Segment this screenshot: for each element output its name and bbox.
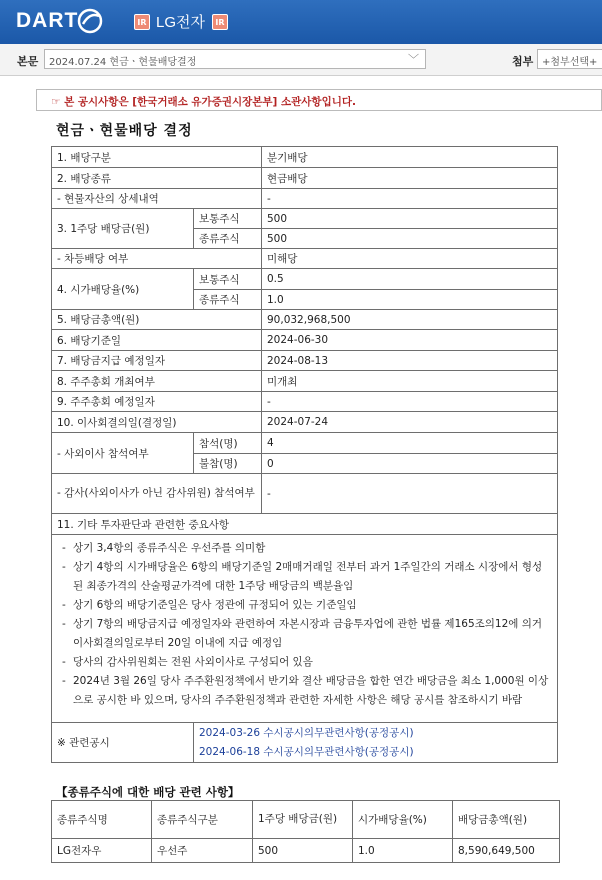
row-label: - 차등배당 여부 (52, 249, 262, 269)
related-disclosure-link[interactable]: 2024-03-26 수시공시의무관련사항(공정공시) (199, 726, 414, 739)
related-disclosure-label: ※ 관련공시 (52, 723, 194, 763)
dart-logo[interactable]: DART (16, 9, 79, 32)
row-sublabel: 참석(명) (194, 433, 262, 454)
jurisdiction-notice: ☞ 본 공시사항은 [한국거래소 유가증권시장본부] 소관사항입니다. (36, 89, 602, 111)
row-value: 미개최 (262, 371, 558, 392)
table-cell: 8,590,649,500 (453, 839, 560, 863)
document-select-value: 2024.07.24 현금ㆍ현물배당결정 (49, 57, 197, 68)
row-value: 미해당 (262, 249, 558, 269)
list-item: - 상기 7항의 배당금지급 예정일자와 관련하여 자본시장과 금융투자업에 관한 법률 제165조의12에 의거 이사회결의일로부터 20일 이내에 지급 예정임 (60, 615, 549, 653)
row-value: 500 (262, 209, 558, 229)
row-value: 분기배당 (262, 147, 558, 168)
row-value: 90,032,968,500 (262, 310, 558, 330)
row-value: 4 (262, 433, 558, 454)
row-label: 1. 배당구분 (52, 147, 262, 168)
table-row (52, 168, 558, 189)
table-row (52, 330, 558, 351)
ir-badge-right[interactable]: IR (212, 14, 228, 30)
column-header: 시가배당율(%) (353, 801, 453, 839)
row-label: 6. 배당기준일 (52, 330, 262, 351)
row-value: 2024-07-24 (262, 412, 558, 433)
list-item: - 상기 6항의 배당기준일은 당사 정관에 규정되어 있는 기준일임 (60, 596, 549, 615)
row-sublabel: 종류주식 (194, 229, 262, 249)
row-value: 500 (262, 229, 558, 249)
row-label: 7. 배당금지급 예정일자 (52, 351, 262, 371)
chevron-down-icon: ﹀ (408, 53, 419, 66)
row-label: - 사외이사 참석여부 (52, 433, 194, 474)
dart-logo-swoosh-icon (77, 8, 103, 34)
related-disclosure-links (194, 723, 558, 763)
row-value: - (262, 474, 558, 514)
table-row (52, 514, 558, 535)
table-row (52, 412, 558, 433)
other-matters-list (60, 539, 549, 710)
table-row (52, 723, 558, 763)
related-disclosure-link[interactable]: 2024-06-18 수시공시의무관련사항(공정공시) (199, 745, 414, 758)
attachment-label: 첨부 (512, 55, 534, 68)
row-value: - (262, 189, 558, 209)
table-row (52, 839, 560, 863)
table-row (52, 474, 558, 514)
list-item: - 상기 4항의 시가배당율은 6항의 배당기준일 2매매거래일 전부터 과거 1주일간의 거래소 시장에서 형성된 최종가격의 산술평균가격에 대한 1주당 배당금의 백분율임 (60, 558, 549, 596)
column-header: 배당금총액(원) (453, 801, 560, 839)
row-label: 11. 기타 투자판단과 관련한 중요사항 (52, 514, 558, 535)
row-label: 4. 시가배당율(%) (52, 269, 194, 310)
row-label: - 현물자산의 상세내역 (52, 189, 262, 209)
row-value: 1.0 (262, 290, 558, 310)
top-bar (0, 0, 602, 44)
row-label: 3. 1주당 배당금(원) (52, 209, 194, 249)
row-label: - 감사(사외이사가 아닌 감사위원) 참석여부 (52, 474, 262, 514)
document-selector-bar (0, 44, 602, 76)
preferred-share-section-title: 【종류주식에 대한 배당 관련 사항】 (56, 785, 240, 799)
row-label: 10. 이사회결의일(결정일) (52, 412, 262, 433)
table-header-row (52, 801, 560, 839)
table-row (52, 535, 558, 723)
row-label: 2. 배당종류 (52, 168, 262, 189)
column-header: 1주당 배당금(원) (253, 801, 353, 839)
row-value: 2024-06-30 (262, 330, 558, 351)
row-sublabel: 불참(명) (194, 454, 262, 474)
dividend-decision-table (51, 146, 558, 763)
table-row (52, 147, 558, 168)
table-cell: LG전자우 (52, 839, 152, 863)
document-title: 현금ㆍ현물배당 결정 (56, 123, 193, 139)
table-row (52, 249, 558, 269)
table-row (52, 189, 558, 209)
row-sublabel: 보통주식 (194, 269, 262, 290)
row-value: 0.5 (262, 269, 558, 290)
attachment-select[interactable]: +첨부선택+ (537, 49, 602, 69)
other-matters-cell (52, 535, 558, 723)
row-sublabel: 보통주식 (194, 209, 262, 229)
list-item: - 2024년 3월 26일 당사 주주환원정책에서 반기와 결산 배당금을 합한 연간 배당금을 최소 1,000원 이상으로 공시한 바 있으며, 당사의 주주환원정책과 관련한 자세한 사항은 해당 공시를 참조하시기 바람 (60, 672, 549, 710)
company-name: LG전자 (156, 14, 205, 31)
table-row (52, 310, 558, 330)
preferred-share-table (51, 800, 560, 863)
row-label: 9. 주주총회 예정일자 (52, 392, 262, 412)
table-row (52, 371, 558, 392)
document-select[interactable] (44, 49, 426, 69)
table-row (52, 209, 558, 229)
ir-badge-left[interactable]: IR (134, 14, 150, 30)
table-cell: 1.0 (353, 839, 453, 863)
row-value: - (262, 392, 558, 412)
table-cell: 500 (253, 839, 353, 863)
row-sublabel: 종류주식 (194, 290, 262, 310)
row-value: 0 (262, 454, 558, 474)
table-row (52, 351, 558, 371)
row-value: 현금배당 (262, 168, 558, 189)
row-value: 2024-08-13 (262, 351, 558, 371)
table-row (52, 392, 558, 412)
table-row (52, 269, 558, 290)
column-header: 종류주식구분 (152, 801, 253, 839)
row-label: 8. 주주총회 개최여부 (52, 371, 262, 392)
table-cell: 우선주 (152, 839, 253, 863)
table-row (52, 433, 558, 454)
body-label: 본문 (17, 55, 39, 68)
row-label: 5. 배당금총액(원) (52, 310, 262, 330)
list-item: - 당사의 감사위원회는 전원 사외이사로 구성되어 있음 (60, 653, 549, 672)
column-header: 종류주식명 (52, 801, 152, 839)
list-item: - 상기 3,4항의 종류주식은 우선주를 의미함 (60, 539, 549, 558)
